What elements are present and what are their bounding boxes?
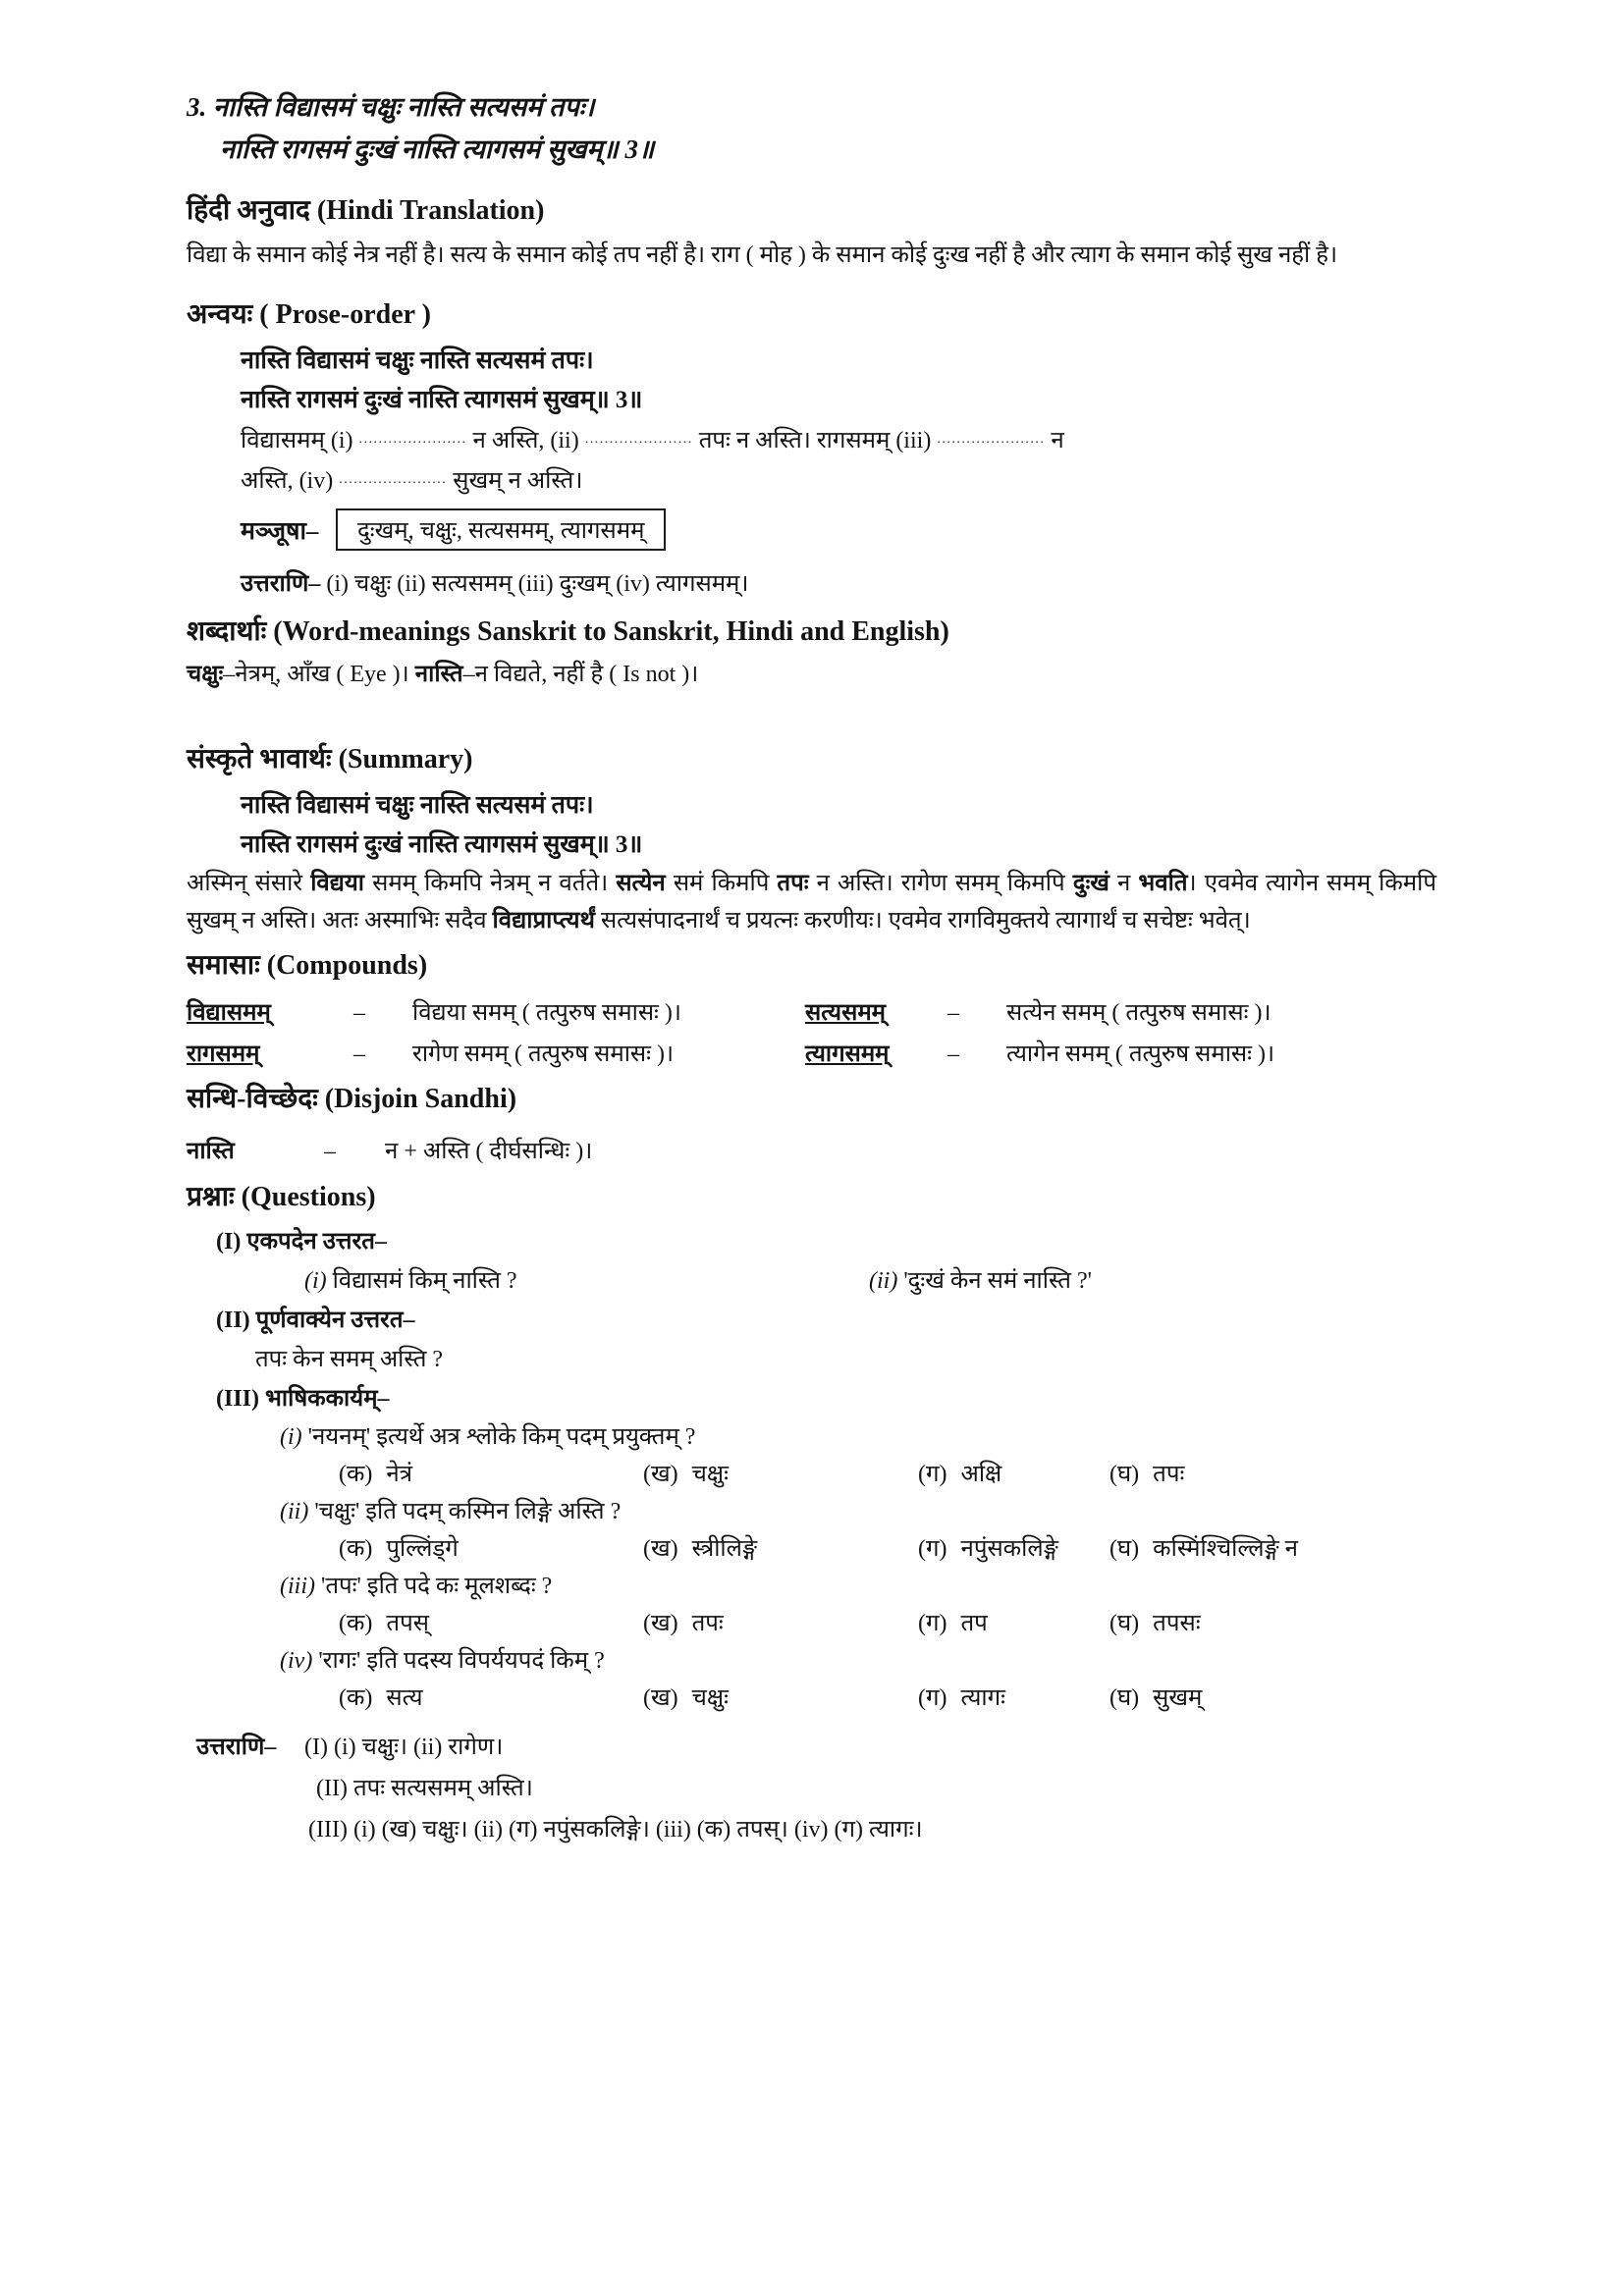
compound-term: रागसमम् bbox=[187, 1041, 260, 1067]
summary-verse bbox=[241, 786, 1436, 865]
question-1-i: (i) विद्यासमं किम् नास्ति ? bbox=[304, 1268, 517, 1294]
mcq-options-1 bbox=[339, 1456, 1436, 1493]
answer-line-1: (I) (i) चक्षुः। (ii) रागेण। bbox=[304, 1735, 504, 1760]
mcq-option: (क) पुल्लिंड्गे bbox=[339, 1536, 459, 1562]
shloka-line-2: नास्ति रागसमं दुःखं नास्ति त्यागसमं सुखम्॥ 3॥ bbox=[220, 134, 655, 164]
compounds-heading: समासाः (Compounds) bbox=[187, 950, 428, 981]
hindi-translation-heading: हिंदी अनुवाद (Hindi Translation) bbox=[187, 195, 545, 226]
anvaya-heading: अन्वयः ( Prose-order ) bbox=[187, 299, 431, 330]
mcq-option: (ग) अक्षि bbox=[918, 1462, 1002, 1487]
word-meanings-body: चक्षुः–नेत्रम्, आँख ( Eye )। नास्ति–न विद्यते, नहीं है ( Is not )। bbox=[187, 662, 699, 687]
compound-definition: विद्यया समम् ( तत्पुरुष समासः )। bbox=[412, 1000, 681, 1026]
mcq-option: (ग) तप bbox=[918, 1611, 988, 1636]
mcq-option: (ख) चक्षुः bbox=[643, 1685, 729, 1711]
mcq-option: (घ) तपः bbox=[1109, 1462, 1185, 1487]
manjusha-row bbox=[187, 508, 1436, 551]
mcq-question-1: (i) 'नयनम्' इत्यर्थे अत्र श्लोके किम् पदम् प्रयुक्तम् ? bbox=[280, 1424, 696, 1450]
compound-term: त्यागसमम् bbox=[805, 1041, 890, 1067]
summary-verse-line-1: नास्ति विद्यासमं चक्षुः नास्ति सत्यसमं तपः। bbox=[241, 792, 594, 819]
fill-blank-4: ...................... bbox=[339, 472, 448, 487]
mcq-option: (क) तपस् bbox=[339, 1611, 429, 1636]
mcq-options-3 bbox=[339, 1605, 1436, 1642]
uttarani-label: उत्तराणि– bbox=[241, 571, 321, 597]
shloka-line-1: 3. नास्ति विद्यासमं चक्षुः नास्ति सत्यसमं तपः। bbox=[187, 92, 595, 122]
final-answers bbox=[187, 1727, 1436, 1850]
summary-verse-line-2: नास्ति रागसमं दुःखं नास्ति त्यागसमं सुखम्॥ 3॥ bbox=[241, 831, 643, 858]
dash: – bbox=[353, 1041, 365, 1067]
compound-definition: सत्येन समम् ( तत्पुरुष समासः )। bbox=[1006, 1000, 1271, 1026]
mcq-question-2: (ii) 'चक्षुः' इति पदम् कस्मिन लिङ्गे अस्ति ? bbox=[280, 1499, 622, 1524]
compounds-table bbox=[187, 992, 1436, 1075]
mcq-options-4 bbox=[339, 1680, 1436, 1717]
compound-definition: रागेण समम् ( तत्पुरुष समासः )। bbox=[412, 1041, 675, 1067]
compound-term: विद्यासमम् bbox=[187, 1000, 271, 1026]
mcq-question-4: (iv) 'रागः' इति पदस्य विपर्ययपदं किम् ? bbox=[280, 1648, 605, 1674]
mcq-option: (घ) तपसः bbox=[1109, 1611, 1201, 1636]
anvaya-verse bbox=[241, 342, 1436, 420]
mcq-question-3: (iii) 'तपः' इति पदे कः मूलशब्दः ? bbox=[280, 1574, 553, 1599]
answer-line-3: (III) (i) (ख) चक्षुः। (ii) (ग) नपुंसकलिङ्गे। (iii) (क) तपस्। (iv) (ग) त्यागः। bbox=[308, 1817, 923, 1842]
dash: – bbox=[947, 1000, 959, 1026]
final-answers-label: उत्तराणि– bbox=[196, 1735, 277, 1760]
shloka-verse bbox=[187, 86, 1436, 171]
anvaya-verse-line-2: नास्ति रागसमं दुःखं नास्ति त्यागसमं सुखम्॥ 3॥ bbox=[241, 387, 643, 413]
anvaya-answers: उत्तराणि– (i) चक्षुः (ii) सत्यसमम् (iii) दुःखम् (iv) त्यागसमम्। bbox=[241, 571, 749, 597]
shloka-number: 3. bbox=[187, 92, 207, 122]
hindi-translation-body: विद्या के समान कोई नेत्र नहीं है। सत्य के समान कोई तप नहीं है। राग ( मोह ) के समान कोई दुःख नहीं है और त्याग के समान कोई सुख नहीं है। bbox=[187, 242, 1338, 268]
mcq-option: (क) नेत्रं bbox=[339, 1462, 412, 1487]
dash: – bbox=[947, 1041, 959, 1067]
sandhi-heading: सन्धि-विच्छेदः (Disjoin Sandhi) bbox=[187, 1084, 517, 1114]
summary-paragraph: अस्मिन् संसारे विद्यया समम् किमपि नेत्रम् न वर्तते। सत्येन समं किमपि तपः न अस्ति। रागेण समम् किमपि दुःखं न भवति। एवमेव त्यागेन समम् किमपि सुखम् न अस्ति। अतः अस्माभिः सदैव विद्याप्राप्त्यर्थं सत्यसंपादनार्थं च प्रयत्नः करणीयः। एवमेव रागविमुक्तये त्यागार्थं च सचेष्टः भवेत्। bbox=[187, 871, 1436, 934]
mcq-options-2 bbox=[339, 1530, 1436, 1568]
mcq-option: (ख) तपः bbox=[643, 1611, 724, 1636]
anvaya-verse-line-1: नास्ति विद्यासमं चक्षुः नास्ति सत्यसमं तपः। bbox=[241, 347, 594, 374]
sandhi-definition: न + अस्ति ( दीर्घसन्धिः )। bbox=[385, 1139, 593, 1164]
sandhi-term: नास्ति bbox=[187, 1139, 235, 1164]
questions-heading: प्रश्नाः (Questions) bbox=[187, 1182, 376, 1212]
question-1-subquestions bbox=[304, 1261, 1436, 1301]
mcq-option: (क) सत्य bbox=[339, 1685, 423, 1711]
mcq-option: (ख) स्त्रीलिङ्गे bbox=[643, 1536, 758, 1562]
word-meanings-heading: शब्दार्थाः (Word-meanings Sanskrit to Sanskrit, Hindi and English) bbox=[187, 616, 949, 647]
manjusha-word-box: दुःखम्, चक्षुः, सत्यसमम्, त्यागसमम् bbox=[336, 508, 666, 551]
sandhi-row bbox=[187, 1132, 1436, 1171]
fill-blank-1: ...................... bbox=[358, 432, 467, 447]
fill-blank-3: ...................... bbox=[937, 432, 1046, 447]
question-1-ii: (ii) 'दुःखं केन समं नास्ति ?' bbox=[869, 1268, 1092, 1294]
mcq-option: (ख) चक्षुः bbox=[643, 1462, 729, 1487]
mcq-option: (घ) कस्मिंश्चिल्लिङ्गे न bbox=[1109, 1536, 1298, 1562]
mcq-option: (ग) त्यागः bbox=[918, 1685, 1005, 1711]
mcq-option: (ग) नपुंसकलिङ्गे bbox=[918, 1536, 1058, 1562]
summary-heading: संस्कृते भावार्थः (Summary) bbox=[187, 744, 473, 774]
manjusha-label: मञ्जूषा– bbox=[241, 517, 319, 545]
answer-line-2: (II) तपः सत्यसमम् अस्ति। bbox=[316, 1776, 533, 1801]
anvaya-fill-line-2: अस्ति, (iv) ...................... सुखम् न अस्ति। bbox=[241, 468, 583, 494]
mcq-option: (घ) सुखम् bbox=[1109, 1685, 1203, 1711]
anvaya-fill-line-1: विद्यासमम् (i) ...................... न अस्ति, (ii) ...................... तपः न अस्ति। रागसमम् (iii) ...................... न bbox=[241, 428, 1064, 454]
dash: – bbox=[353, 1000, 365, 1026]
compound-term: सत्यसमम् bbox=[805, 1000, 887, 1026]
final-answers-lines bbox=[304, 1727, 923, 1850]
fill-blank-2: ...................... bbox=[584, 432, 693, 447]
question-section-1: (I) एकपदेन उत्तरत– bbox=[216, 1229, 387, 1255]
question-section-2: (II) पूर्णवाक्येन उत्तरत– bbox=[216, 1308, 415, 1333]
question-2-text: तपः केन समम् अस्ति ? bbox=[255, 1347, 444, 1372]
dash: – bbox=[324, 1139, 336, 1164]
compound-definition: त्यागेन समम् ( तत्पुरुष समासः )। bbox=[1006, 1041, 1275, 1067]
question-section-3: (III) भाषिककार्यम्– bbox=[216, 1386, 390, 1412]
